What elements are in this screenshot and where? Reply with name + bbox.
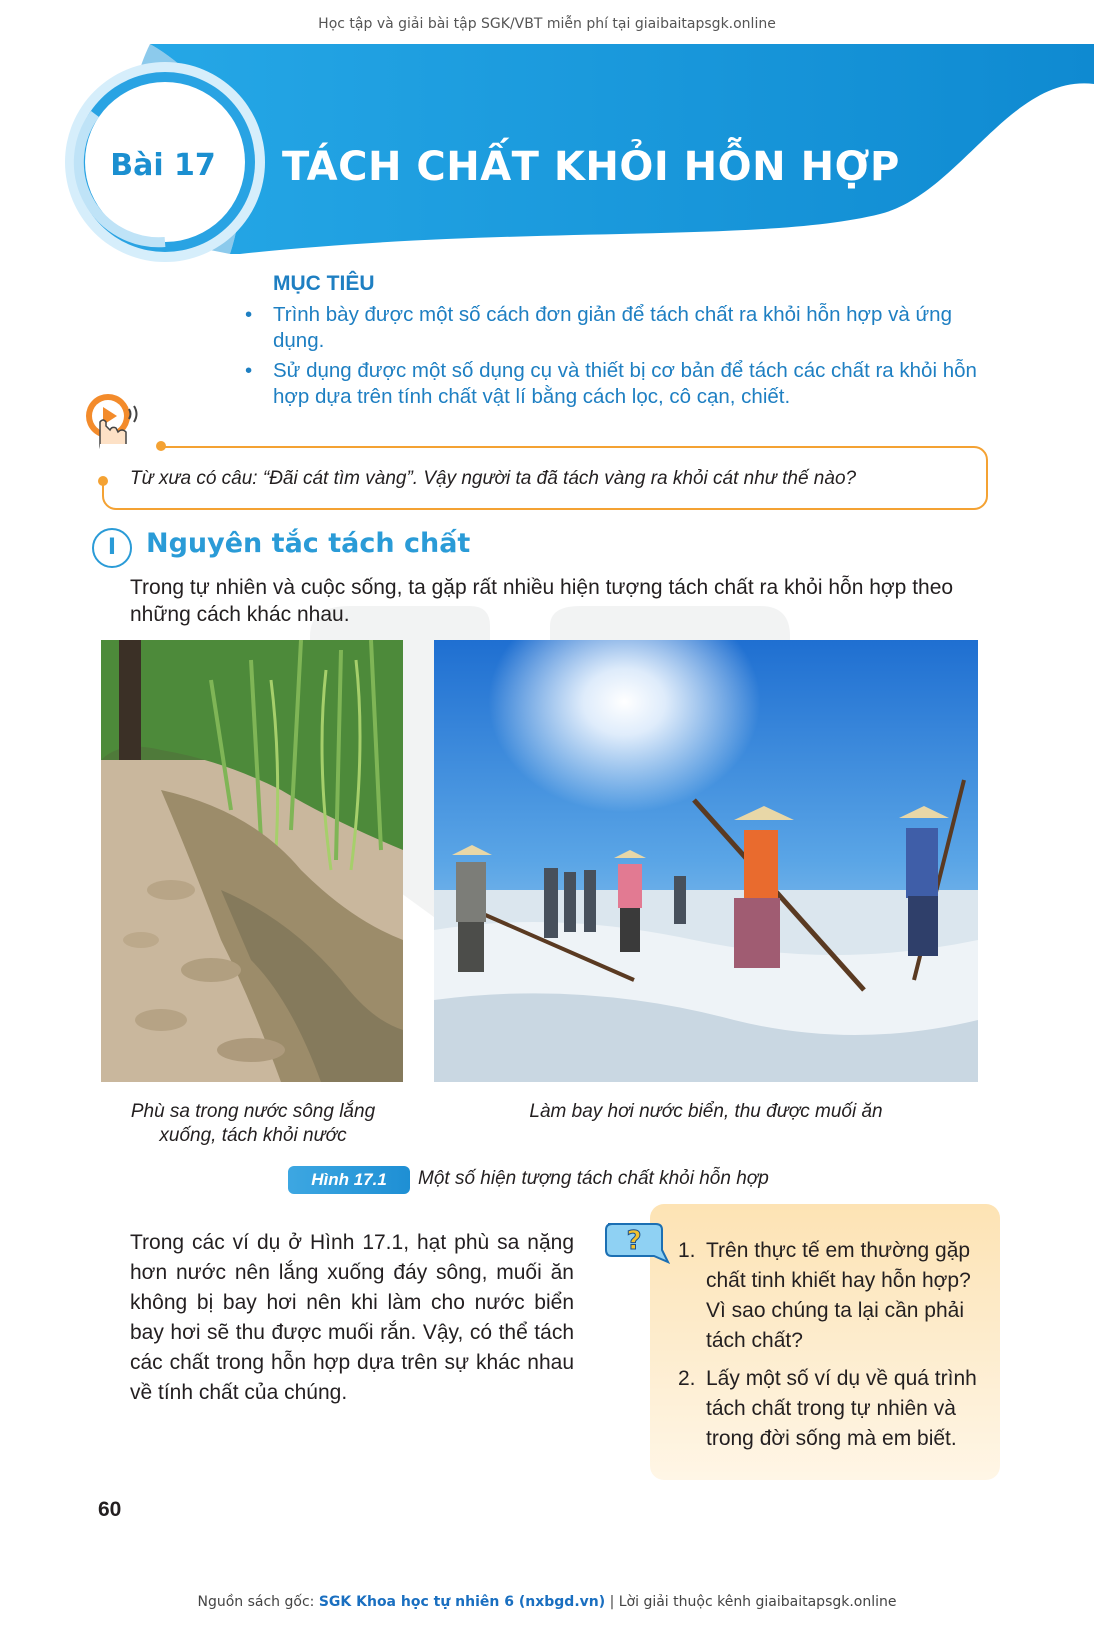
caption-left: Phù sa trong nước sông lắng xuống, tách khỏi nước (130, 1101, 376, 1146)
question-item: 1. Trên thực tế em thường gặp chất tinh khiết hay hỗn hợp? Vì sao chúng ta lại cần phải tách chất? (678, 1239, 971, 1352)
section-number: I (92, 528, 132, 568)
objective-item: • Sử dụng được một số dụng cụ và thiết bị cơ bản để tách các chất ra khỏi hỗn hợp dựa trên tính chất vật lí bằng cách lọc, cô cạn, chiết. (245, 359, 977, 408)
page-number: 60 (98, 1498, 122, 1521)
lesson-badge: Bài 17 (110, 148, 216, 183)
body-paragraph: Trong các ví dụ ở Hình 17.1, hạt phù sa nặng hơn nước nên lắng xuống đáy sông, muối ăn không bị bay hơi nên khi làm cho nước biển bay hơi sẽ thu được muối rắn. Vậy, có thể tách các chất trong hỗn hợp dựa trên sự khác nhau về tính chất của chúng. (130, 1231, 574, 1404)
section-intro: Trong tự nhiên và cuộc sống, ta gặp rất nhiều hiện tượng tách chất ra khỏi hỗn hợp theo những cách khác nhau. (130, 576, 954, 626)
objectives (240, 272, 985, 414)
objectives-heading: MỤC TIÊU (273, 272, 375, 295)
objective-item: • Trình bày được một số cách đơn giản để tách chất ra khỏi hỗn hợp và ứng dụng. (245, 303, 952, 352)
header-note: Học tập và giải bài tập SGK/VBT miễn phí tại giaibaitapsgk.online (318, 16, 776, 32)
opening-question: Từ xưa có câu: “Đãi cát tìm vàng”. Vậy người ta đã tách vàng ra khỏi cát như thế nào? (130, 468, 857, 489)
photo-river-silt (101, 640, 403, 1082)
footer: Nguồn sách gốc: SGK Khoa học tự nhiên 6 (nxbgd.vn) | Lời giải thuộc kênh giaibaitapsgk.online (197, 1594, 897, 1610)
questions-list (678, 1236, 978, 1462)
caption-right: Làm bay hơi nước biển, thu được muối ăn (529, 1101, 883, 1122)
section-title: Nguyên tắc tách chất (146, 528, 471, 559)
question-item: 2. Lấy một số ví dụ về quá trình tách chất trong tự nhiên và trong đời sống mà em biết. (678, 1367, 977, 1450)
figure-caption: Một số hiện tượng tách chất khỏi hỗn hợp (418, 1168, 769, 1189)
figure-tag: Hình 17.1 (288, 1166, 410, 1194)
question-icon (602, 1220, 670, 1268)
photo-salt-field (434, 640, 978, 1082)
svg-text:?: ? (626, 1226, 642, 1256)
lesson-title: TÁCH CHẤT KHỎI HỖN HỢP (282, 144, 900, 190)
footer-source-link[interactable]: SGK Khoa học tự nhiên 6 (nxbgd.vn) (318, 1594, 606, 1610)
